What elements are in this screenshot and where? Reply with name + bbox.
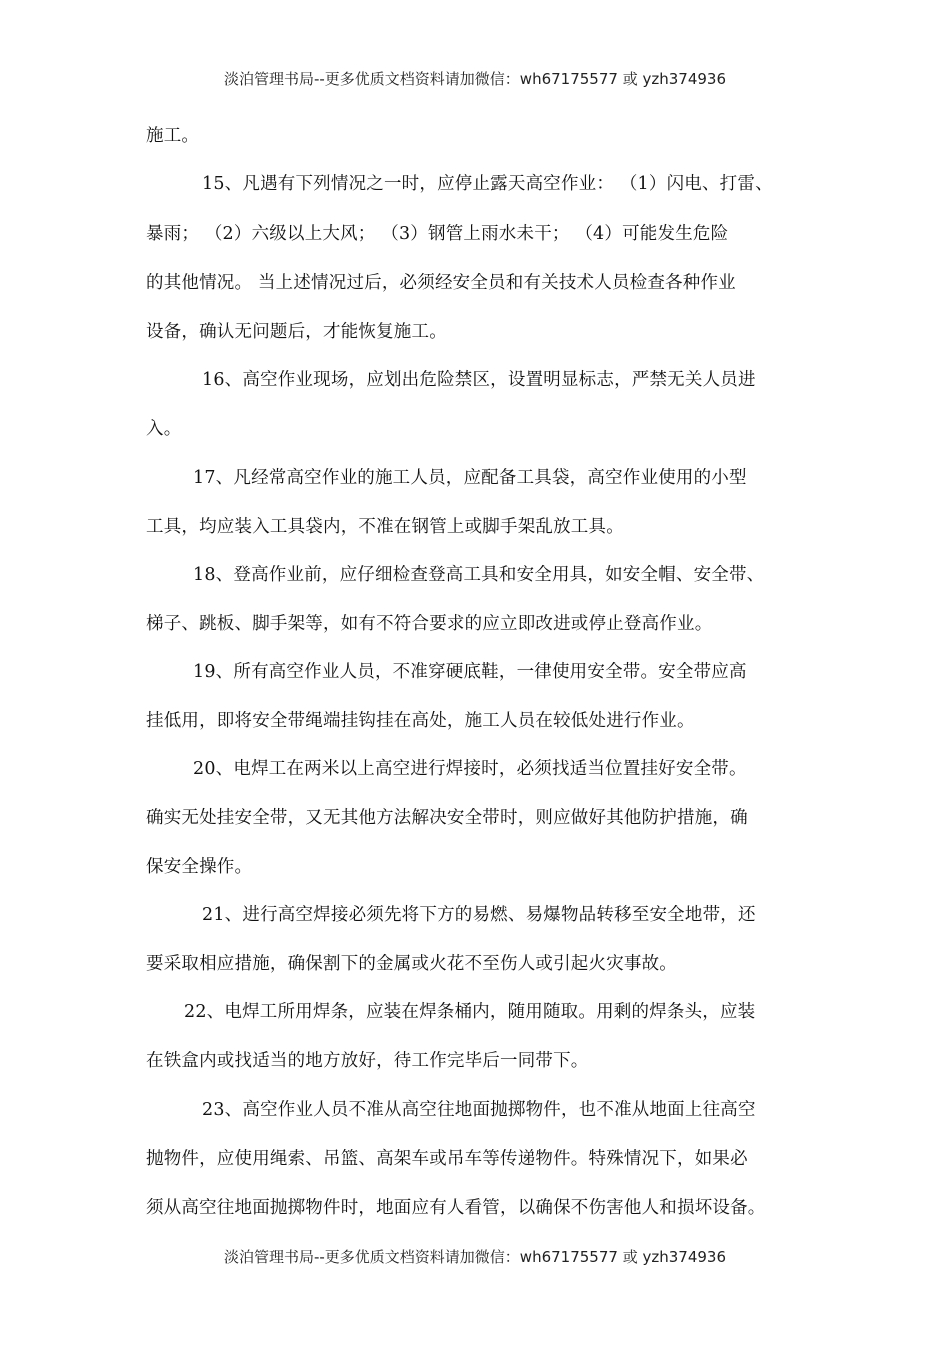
body-line: 22、电焊工所用焊条，应装在焊条桶内，随用随取。用剩的焊条头，应装 [184,1002,756,1022]
page-footer: 淡泊管理书局--更多优质文档资料请加微信：wh67175577 或 yzh374936 [223,1248,726,1266]
body-line: 设备，确认无问题后，才能恢复施工。 [146,322,447,342]
body-line: 20、电焊工在两米以上高空进行焊接时，必须找适当位置挂好安全带。 [193,759,747,779]
body-line: 21、进行高空焊接必须先将下方的易燃、易爆物品转移至安全地带，还 [202,905,756,925]
body-line: 入。 [146,419,182,439]
body-line: 19、所有高空作业人员，不准穿硬底鞋，一律使用安全带。安全带应高 [193,662,747,682]
body-line: 抛物件，应使用绳索、吊篮、高架车或吊车等传递物件。特殊情况下，如果必 [146,1149,748,1169]
body-line: 保安全操作。 [146,857,253,877]
body-line: 确实无处挂安全带，又无其他方法解决安全带时，则应做好其他防护措施，确 [146,808,748,828]
body-line: 的其他情况。 当上述情况过后，必须经安全员和有关技术人员检查各种作业 [146,273,736,293]
body-line: 暴雨； （2）六级以上大风； （3）钢管上雨水未干； （4）可能发生危险 [146,224,729,244]
body-line: 挂低用，即将安全带绳端挂钩挂在高处，施工人员在较低处进行作业。 [146,711,695,731]
body-line: 在铁盒内或找适当的地方放好，待工作完毕后一同带下。 [146,1051,589,1071]
body-line: 15、凡遇有下列情况之一时，应停止露天高空作业： （1）闪电、打雷、 [202,174,773,194]
page-header: 淡泊管理书局--更多优质文档资料请加微信：wh67175577 或 yzh374936 [223,70,726,88]
body-line: 工具，均应装入工具袋内，不准在钢管上或脚手架乱放工具。 [146,517,624,537]
body-line: 17、凡经常高空作业的施工人员，应配备工具袋，高空作业使用的小型 [193,468,747,488]
body-line: 梯子、跳板、脚手架等，如有不符合要求的应立即改进或停止登高作业。 [146,614,713,634]
body-line: 须从高空往地面抛掷物件时，地面应有人看管，以确保不伤害他人和损坏设备。 [146,1198,766,1218]
body-line: 16、高空作业现场，应划出危险禁区，设置明显标志，严禁无关人员进 [202,370,756,390]
body-line: 要采取相应措施，确保割下的金属或火花不至伤人或引起火灾事故。 [146,954,677,974]
body-line: 施工。 [146,126,200,146]
body-line: 18、登高作业前，应仔细检查登高工具和安全用具，如安全帽、安全带、 [193,565,765,585]
body-line: 23、高空作业人员不准从高空往地面抛掷物件，也不准从地面上往高空 [202,1100,756,1120]
